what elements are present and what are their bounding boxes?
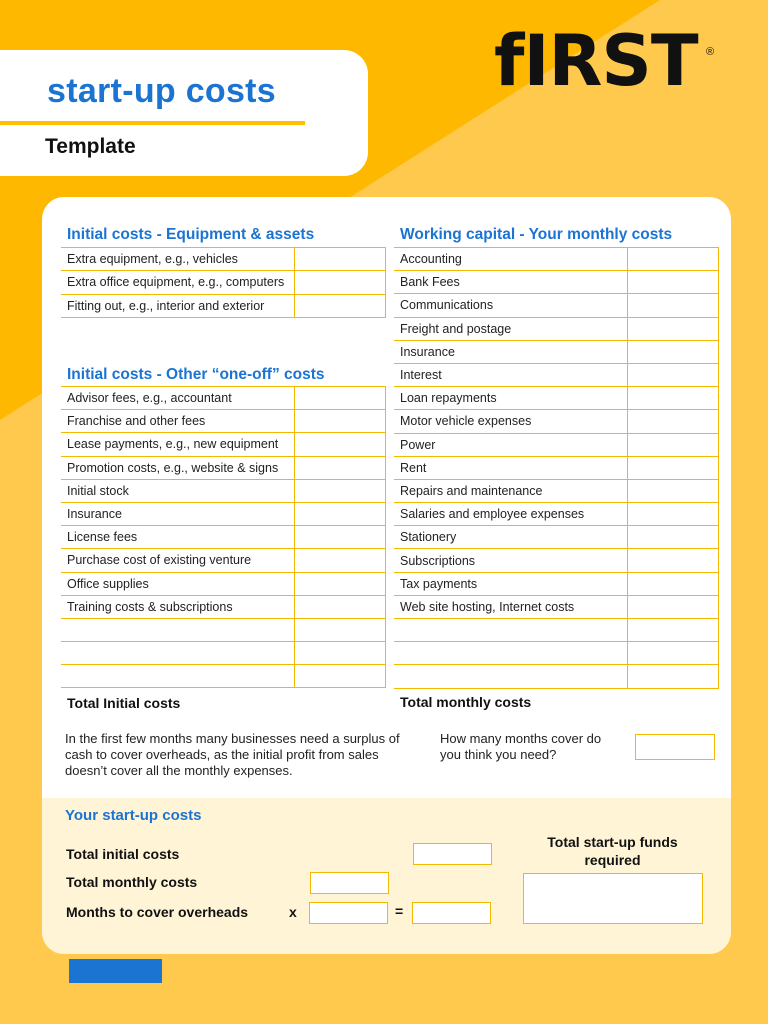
row-value-cell[interactable] [628, 271, 719, 294]
row-value-cell[interactable] [295, 433, 386, 456]
table-row [394, 595, 719, 618]
row-label [61, 642, 295, 665]
row-label: Communications [394, 294, 628, 317]
table-row [61, 502, 386, 525]
row-label: Training costs & subscriptions [61, 595, 295, 618]
row-value-cell[interactable] [628, 456, 719, 479]
row-value-cell[interactable] [628, 410, 719, 433]
row-label: Accounting [394, 248, 628, 271]
row-value-cell[interactable] [295, 271, 386, 294]
total-funds-field[interactable] [523, 873, 703, 924]
total-initial-costs-field[interactable] [413, 843, 492, 865]
row-value-cell[interactable] [295, 410, 386, 433]
row-label: Promotion costs, e.g., website & signs [61, 456, 295, 479]
table-row [61, 572, 386, 595]
row-label: Bank Fees [394, 271, 628, 294]
table-row [61, 642, 386, 665]
footer-bar [69, 959, 162, 983]
table-row [61, 665, 386, 688]
table-row [394, 503, 719, 526]
table-row [394, 363, 719, 386]
row-value-cell[interactable] [295, 618, 386, 641]
table-row [61, 526, 386, 549]
row-label: Freight and postage [394, 317, 628, 340]
row-value-cell[interactable] [628, 294, 719, 317]
table-row [61, 549, 386, 572]
row-value-cell[interactable] [628, 619, 719, 642]
table-row [61, 433, 386, 456]
surplus-explanation: In the first few months many businesses need a surplus of cash to cover overheads, as the initial profit from sales doesn’t cover all the monthly expenses. [65, 731, 400, 778]
row-label: Extra equipment, e.g., vehicles [61, 248, 295, 271]
equals-sign: = [395, 903, 404, 919]
table-row [61, 271, 386, 294]
row-label: Rent [394, 456, 628, 479]
table-row [394, 271, 719, 294]
table-row [394, 619, 719, 642]
equipment-table [61, 247, 386, 318]
row-label: Office supplies [61, 572, 295, 595]
other-costs-table [61, 386, 386, 688]
equipment-section-title: Initial costs - Equipment & assets [67, 226, 315, 243]
row-label: Loan repayments [394, 387, 628, 410]
total-monthly-costs-label: Total monthly costs [400, 694, 532, 710]
table-row [394, 549, 719, 572]
table-row [394, 572, 719, 595]
table-row [394, 526, 719, 549]
row-label: Tax payments [394, 572, 628, 595]
working-capital-table [394, 247, 719, 689]
first-logo: fIRST [494, 20, 698, 102]
row-label: Subscriptions [394, 549, 628, 572]
row-value-cell[interactable] [295, 456, 386, 479]
other-section-title: Initial costs - Other “one-off” costs [67, 366, 325, 383]
table-row [61, 595, 386, 618]
table-row [61, 456, 386, 479]
row-label: Purchase cost of existing venture [61, 549, 295, 572]
table-row [394, 410, 719, 433]
page-subtitle: Template [45, 135, 136, 158]
table-row [61, 410, 386, 433]
total-funds-label: Total start-up funds required [547, 834, 678, 868]
table-row [394, 294, 719, 317]
table-row [394, 248, 719, 271]
row-value-cell[interactable] [628, 363, 719, 386]
row-label: License fees [61, 526, 295, 549]
row-value-cell[interactable] [628, 503, 719, 526]
months-product-field[interactable] [412, 902, 491, 924]
row-label [394, 642, 628, 665]
row-value-cell[interactable] [628, 526, 719, 549]
row-label: Initial stock [61, 479, 295, 502]
row-label: Interest [394, 363, 628, 386]
row-value-cell[interactable] [628, 317, 719, 340]
table-row [61, 618, 386, 641]
months-to-cover-field[interactable] [309, 902, 388, 924]
table-row [394, 340, 719, 363]
row-value-cell[interactable] [628, 665, 719, 688]
row-label: Lease payments, e.g., new equipment [61, 433, 295, 456]
row-value-cell[interactable] [628, 248, 719, 271]
row-value-cell[interactable] [295, 642, 386, 665]
row-label: Repairs and maintenance [394, 479, 628, 502]
title-underline [0, 121, 305, 125]
summary-total-monthly-label: Total monthly costs [66, 874, 198, 890]
months-question: How many months cover do you think you need? [440, 731, 602, 762]
row-value-cell[interactable] [295, 572, 386, 595]
row-value-cell[interactable] [628, 479, 719, 502]
row-value-cell[interactable] [295, 248, 386, 271]
row-label: Power [394, 433, 628, 456]
row-label: Stationery [394, 526, 628, 549]
row-label [61, 665, 295, 688]
row-label: Salaries and employee expenses [394, 503, 628, 526]
row-value-cell[interactable] [628, 433, 719, 456]
row-label [394, 665, 628, 688]
row-label: Motor vehicle expenses [394, 410, 628, 433]
table-row [61, 248, 386, 271]
table-row [394, 387, 719, 410]
row-label: Extra office equipment, e.g., computers [61, 271, 295, 294]
row-label: Insurance [394, 340, 628, 363]
row-label [61, 618, 295, 641]
row-value-cell[interactable] [295, 549, 386, 572]
row-value-cell[interactable] [628, 595, 719, 618]
working-capital-section-title: Working capital - Your monthly costs [400, 226, 673, 243]
table-row [394, 433, 719, 456]
row-value-cell[interactable] [628, 572, 719, 595]
months-needed-input[interactable] [635, 734, 715, 760]
summary-months-label: Months to cover overheads [66, 904, 249, 920]
row-label: Advisor fees, e.g., accountant [61, 387, 295, 410]
table-row [61, 479, 386, 502]
row-value-cell[interactable] [295, 479, 386, 502]
table-row [394, 665, 719, 688]
row-value-cell[interactable] [628, 549, 719, 572]
row-label [394, 619, 628, 642]
table-row [394, 642, 719, 665]
table-row [61, 387, 386, 410]
table-row [394, 456, 719, 479]
row-value-cell[interactable] [295, 387, 386, 410]
multiply-sign: x [289, 904, 297, 920]
total-initial-costs-label: Total Initial costs [67, 695, 181, 711]
page-title: start-up costs [47, 72, 277, 110]
table-row [394, 479, 719, 502]
template-card [42, 197, 731, 954]
summary-title: Your start-up costs [65, 807, 202, 824]
row-value-cell[interactable] [295, 526, 386, 549]
row-value-cell[interactable] [628, 387, 719, 410]
registered-mark: ® [706, 46, 715, 58]
total-monthly-costs-field[interactable] [310, 872, 389, 894]
row-label: Fitting out, e.g., interior and exterior [61, 294, 295, 317]
table-row [394, 317, 719, 340]
row-label: Web site hosting, Internet costs [394, 595, 628, 618]
row-value-cell[interactable] [295, 665, 386, 688]
row-value-cell[interactable] [628, 340, 719, 363]
table-row [61, 294, 386, 317]
row-value-cell[interactable] [295, 595, 386, 618]
row-value-cell[interactable] [295, 502, 386, 525]
summary-total-initial-label: Total initial costs [66, 846, 180, 862]
row-label: Franchise and other fees [61, 410, 295, 433]
row-label: Insurance [61, 502, 295, 525]
row-value-cell[interactable] [628, 642, 719, 665]
row-value-cell[interactable] [295, 294, 386, 317]
